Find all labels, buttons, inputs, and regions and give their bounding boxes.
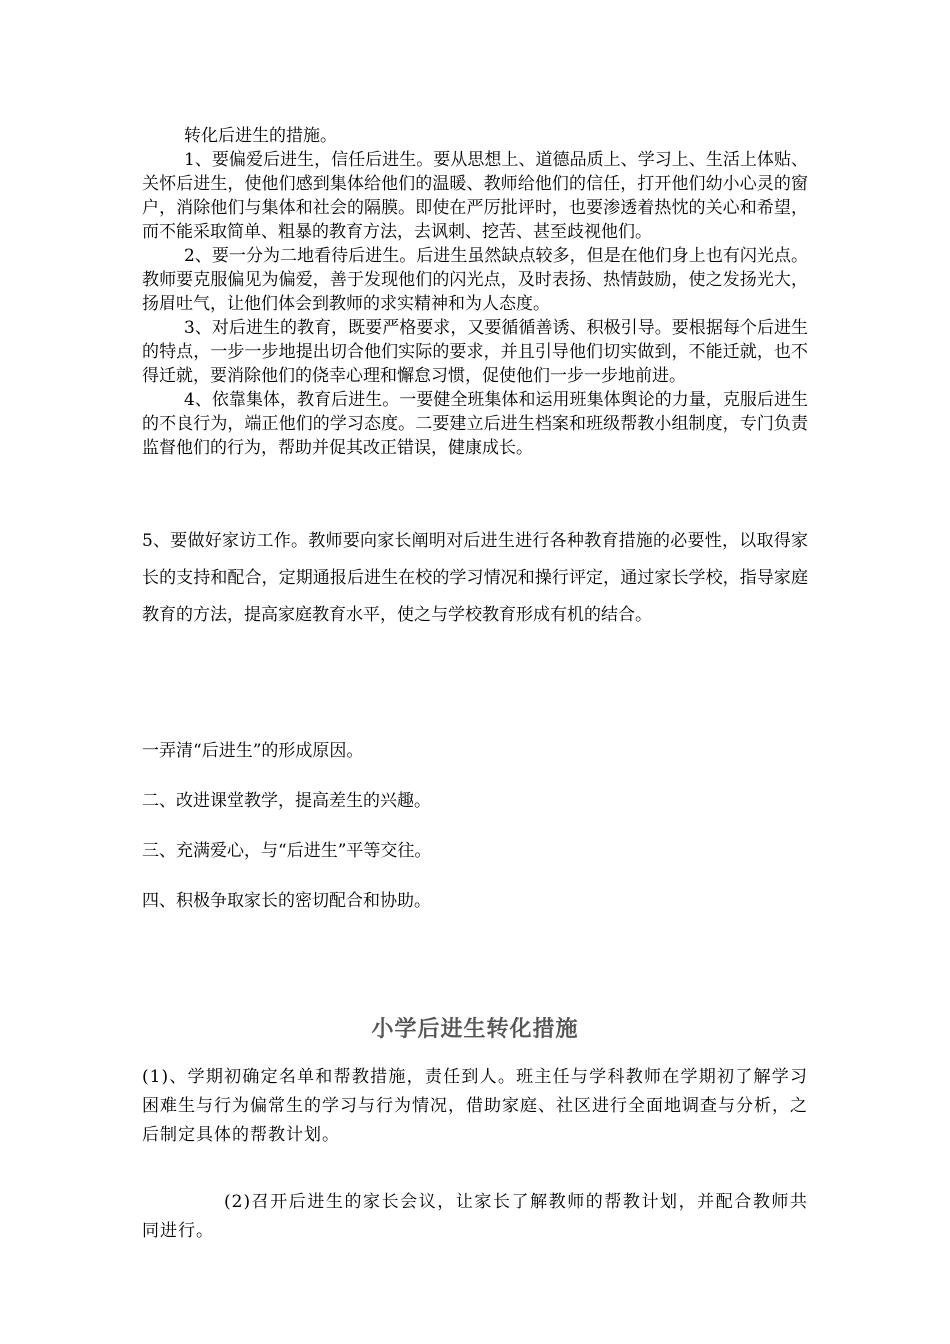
key-point-3: 三、充满爱心，与“后进生”平等交往。: [142, 841, 432, 861]
section-intro: 转化后进生的措施。: [184, 126, 337, 146]
measure-item-2: 2、要一分为二地看待后进生。后进生虽然缺点较多，但是在他们身上也有闪光点。教师要克服偏见为偏爱，善于发现他们的闪光点，及时表扬、热情鼓励，使之发扬光大，扬眉吐气，让他们体会到教师的求实精神和为人态度。: [142, 246, 808, 314]
measures-section: [142, 124, 808, 460]
key-point-1: 一弄清“后进生”的形成原因。: [142, 741, 364, 761]
measure-item-1: 1、要偏爱后进生，信任后进生。要从思想上、道德品质上、学习上、生活上体贴、关怀后进生，使他们感到集体给他们的温暖、教师给他们的信任，打开他们幼小心灵的窗户，消除他们与集体和社会的隔膜。即使在严厉批评时，也要渗透着热忱的关心和希望，而不能采取简单、粗暴的教育方法，去讽刺、挖苦、甚至歧视他们。: [142, 150, 808, 242]
paragraph-2-wrap: [142, 1188, 808, 1246]
key-point-2: 二、改进课堂教学，提高差生的兴趣。: [142, 791, 431, 811]
measure-item-5: 5、要做好家访工作。教师要向家长阐明对后进生进行各种教育措施的必要性，以取得家长的支持和配合，定期通报后进生在校的学习情况和操行评定，通过家长学校，指导家庭教育的方法，提高家庭教育水平，使之与学校教育形成有机的结合。: [142, 531, 808, 625]
paragraph-1: (1)、学期初确定名单和帮教措施，责任到人。班主任与学科教师在学期初了解学习困难生与行为偏常生的学习与行为情况，借助家庭、社区进行全面地调查与分析，之后制定具体的帮教计划。: [142, 1067, 808, 1145]
measure-item-3: 3、对后进生的教育，既要严格要求，又要循循善诱、积极引导。要根据每个后进生的特点，一步一步地提出切合他们实际的要求，并且引导他们切实做到，不能迁就，也不得迁就，要消除他们的侥幸心理和懈怠习惯，促使他们一步一步地前进。: [142, 318, 808, 386]
key-point-4: 四、积极争取家长的密切配合和协助。: [142, 891, 431, 911]
paragraph-2: (2)召开后进生的家长会议，让家长了解教师的帮教计划，并配合教师共同进行。: [142, 1192, 808, 1241]
measure-item-4: 4、依靠集体，教育后进生。一要健全班集体和运用班集体舆论的力量，克服后进生的不良行为，端正他们的学习态度。二要建立后进生档案和班级帮教小组制度，专门负责监督他们的行为，帮助并促其改正错误，健康成长。: [142, 390, 808, 458]
section-title: 小学后进生转化措施: [371, 1017, 579, 1042]
key-points-list: [142, 726, 808, 926]
